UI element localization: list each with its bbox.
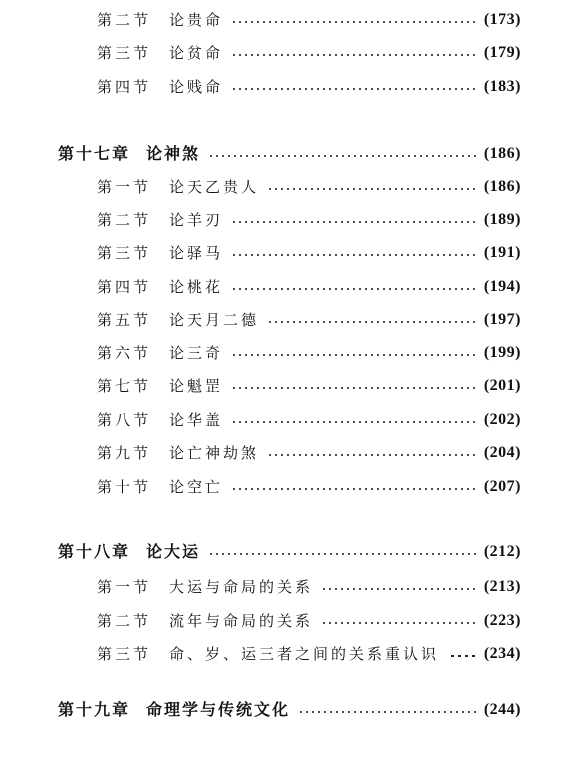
section-title: 论羊刃: [169, 211, 224, 229]
section-number: 第四节: [97, 78, 152, 96]
page-number: (186): [483, 178, 521, 195]
toc-entry: [97, 341, 521, 365]
section-number: 第五节: [97, 311, 152, 329]
page-number: (213): [483, 578, 521, 595]
dot-leader: [231, 254, 476, 256]
section-number: 第八节: [97, 411, 152, 429]
page-number: (197): [483, 311, 521, 328]
dot-leader: [321, 588, 476, 590]
section-number: 第二节: [97, 11, 152, 29]
page-number: (191): [483, 244, 521, 261]
page-number: (244): [483, 701, 521, 718]
section-title: 命、岁、运三者之间的关系重认识: [169, 645, 440, 663]
dot-leader: [267, 321, 476, 323]
section-number: 第三节: [97, 244, 152, 262]
page-number: (179): [483, 44, 521, 61]
page-number: (173): [483, 11, 521, 28]
toc-entry: [97, 175, 521, 199]
toc-entry: [97, 8, 521, 32]
dot-leader: [208, 155, 476, 157]
dot-leader: [231, 88, 476, 90]
page-number: (194): [483, 278, 521, 295]
toc-chapter-entry: [58, 142, 521, 166]
section-title: 论贱命: [169, 78, 224, 96]
section-number: 第九节: [97, 444, 152, 462]
dot-leader: [231, 354, 476, 356]
toc-entry: [97, 75, 521, 99]
section-number: 第一节: [97, 578, 152, 596]
page-number: (186): [483, 145, 521, 162]
page-number: (202): [483, 411, 521, 428]
section-title: 大运与命局的关系: [169, 578, 314, 596]
dot-leader: [267, 188, 476, 190]
section-number: 第六节: [97, 344, 152, 362]
chapter-title: 论大运: [146, 542, 201, 561]
section-number: 第一节: [97, 178, 152, 196]
section-title: 论亡神劫煞: [169, 444, 260, 462]
section-number: 第四节: [97, 278, 152, 296]
toc-entry: [97, 241, 521, 265]
section-title: 论天乙贵人: [169, 178, 260, 196]
section-title: 论桃花: [169, 278, 224, 296]
chapter-title: 论神煞: [146, 144, 201, 163]
section-title: 论华盖: [169, 411, 224, 429]
dot-leader: [267, 454, 476, 456]
page-number: (207): [483, 478, 521, 495]
toc-entry: [97, 41, 521, 65]
section-title: 论贵命: [169, 11, 224, 29]
page-number: (189): [483, 211, 521, 228]
toc-entry: [97, 408, 521, 432]
page-number: (223): [483, 612, 521, 629]
dot-leader: [231, 387, 476, 389]
page-number: (212): [483, 543, 521, 560]
dot-leader: [231, 221, 476, 223]
dot-leader: [208, 553, 476, 555]
section-title: 论天月二德: [169, 311, 260, 329]
page-number: (201): [483, 377, 521, 394]
toc-entry: [97, 642, 521, 666]
section-title: 论贫命: [169, 44, 224, 62]
toc-entry: [97, 308, 521, 332]
section-number: 第二节: [97, 211, 152, 229]
page-number: (183): [483, 78, 521, 95]
dot-leader: [231, 488, 476, 490]
chapter-number: 第十八章: [58, 542, 131, 561]
toc-entry: [97, 374, 521, 398]
chapter-number: 第十七章: [58, 144, 131, 163]
dash-leader: [451, 655, 476, 657]
dot-leader: [231, 21, 476, 23]
toc-chapter-entry: [58, 698, 521, 722]
dot-leader: [321, 622, 476, 624]
dot-leader: [298, 711, 476, 713]
section-title: 论空亡: [169, 478, 224, 496]
page-number: (234): [483, 645, 521, 662]
section-number: 第三节: [97, 44, 152, 62]
section-title: 论三奇: [169, 344, 224, 362]
section-title: 论魁罡: [169, 377, 224, 395]
page-number: (199): [483, 344, 521, 361]
section-number: 第三节: [97, 645, 152, 663]
toc-entry: [97, 441, 521, 465]
dot-leader: [231, 421, 476, 423]
chapter-number: 第十九章: [58, 700, 131, 719]
toc-entry: [97, 208, 521, 232]
section-number: 第二节: [97, 612, 152, 630]
toc-entry: [97, 475, 521, 499]
dot-leader: [231, 288, 476, 290]
section-number: 第七节: [97, 377, 152, 395]
chapter-title: 命理学与传统文化: [146, 700, 291, 719]
section-title: 流年与命局的关系: [169, 612, 314, 630]
section-title: 论驿马: [169, 244, 224, 262]
toc-chapter-entry: [58, 540, 521, 564]
dot-leader: [231, 54, 476, 56]
toc-entry: [97, 275, 521, 299]
section-number: 第十节: [97, 478, 152, 496]
page-number: (204): [483, 444, 521, 461]
toc-entry: [97, 609, 521, 633]
toc-entry: [97, 575, 521, 599]
